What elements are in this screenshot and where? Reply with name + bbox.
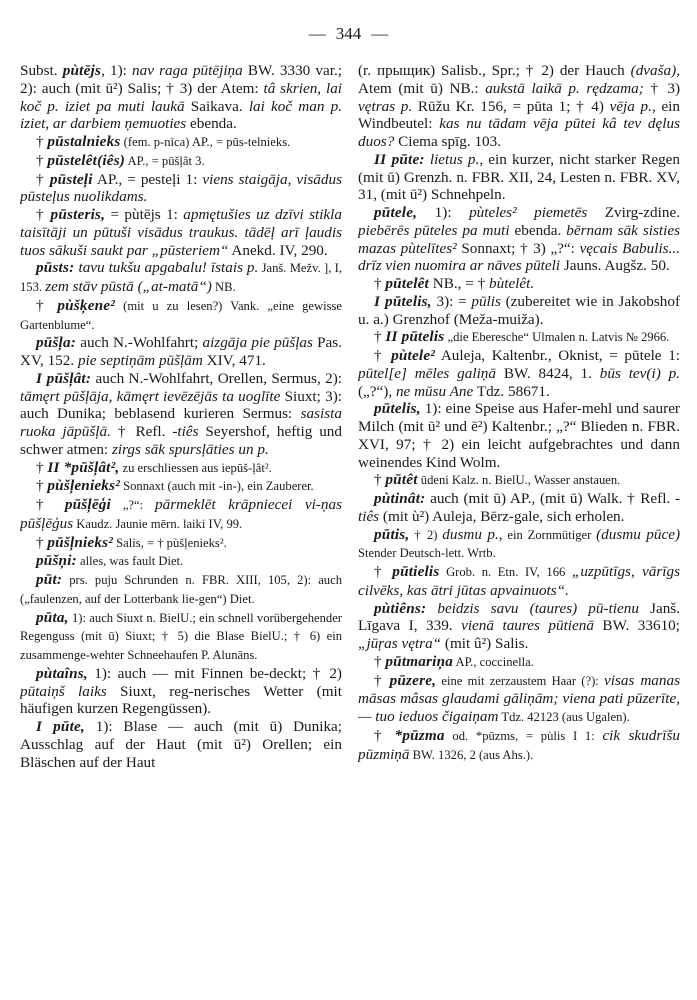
entry-headword: pūsteļi	[49, 170, 93, 188]
entry-headword: pùtaîns,	[36, 664, 88, 682]
entry-text: BW. 3330 var.; 2): auch (mit ū²) Salis; † 3) der Atem:	[20, 62, 342, 97]
entry-text: Atem (mit ū) NB.:	[358, 79, 486, 97]
entry-text: 3): =	[431, 292, 472, 310]
entry-example-text: (dusmu pūce)	[596, 525, 680, 543]
entry-text: Zvirg-zdine.	[587, 204, 680, 221]
entry-small-text: (fem. p-nīca) AP., = pūs-telnieks.	[120, 135, 291, 149]
entry-text: Anekd. IV, 290.	[228, 241, 328, 259]
entry-example-text: apmętušies uz dzīvi stikla taisītāji un pūtuši visādus traukus. tādēļ arī ļaudis tuos sākuši saukt par „pūsteriem“	[20, 206, 342, 259]
entry-text: ebenda.	[509, 221, 567, 239]
entry-example-text: aizgāja pie pūšļas	[202, 334, 313, 352]
entry-text: †	[36, 496, 65, 513]
entry-headword: pùtiêns:	[374, 599, 427, 617]
entry-example-text: tâ skrien, lai koč p. iziet pa muti laukā	[20, 79, 342, 115]
entry-text: 1): eine Speise aus Hafer-mehl und saurer Milch (mit ū² und ē²) Kaltenbr.; „?“ Blieden n. FBR. XVI, 97; † 2) ein leicht aufgebrachtes und dann weinendes Kind Wolm.	[358, 400, 680, 471]
entry-example-text: bùtelêt.	[489, 275, 535, 292]
entry-example-text: „uzpūtīgs, vārīgs cilvēks, kas ātri jūtas apvainuots“.	[358, 563, 680, 599]
entry-text: NB., = †	[428, 275, 490, 292]
entry-text: †	[36, 206, 51, 223]
entry-text: †	[374, 671, 390, 689]
dictionary-entry	[20, 297, 342, 335]
dictionary-entry	[358, 275, 680, 293]
entry-example-text: zirgs sāk spursļāties un p.	[111, 440, 269, 458]
entry-headword: pūtielis	[392, 563, 440, 580]
entry-small-text: Stender Deutsch-lett. Wrtb.	[358, 546, 496, 561]
entry-text: (mit û²) Salis.	[441, 635, 529, 652]
entry-headword: pūšņi:	[36, 552, 77, 570]
entry-text: †	[36, 296, 58, 314]
entry-headword: II pūtelis	[385, 328, 445, 346]
entry-text: , 1):	[101, 62, 133, 79]
entry-headword: pūsteris,	[50, 206, 106, 223]
entry-example-text: bērnam sāk sisties mazas pùtelītes²	[358, 221, 680, 257]
entry-example-text: zem stāv pūstā („at-matā“)	[45, 278, 212, 295]
entry-text: Jauns. Augšz. 50.	[560, 257, 670, 275]
dictionary-entry	[358, 672, 680, 727]
entry-headword: pūzere,	[389, 671, 437, 689]
entry-headword: pūt:	[36, 571, 63, 588]
entry-example-text: pūtel[e] mēles galiņā	[358, 364, 496, 382]
entry-example-text: sasista ruoka jāpūšļā.	[20, 405, 342, 440]
dictionary-entry	[20, 334, 342, 370]
dictionary-entry	[20, 718, 342, 771]
entry-example-text: pùteles² piemetēs	[469, 204, 588, 221]
dictionary-entry	[358, 563, 680, 600]
entry-text: †	[374, 275, 386, 292]
entry-example-text: būs tev(i) p.	[599, 364, 680, 382]
entry-example-text: ne mūsu Ane	[395, 382, 474, 400]
dictionary-entry	[20, 259, 342, 297]
entry-example-text: lietus p.,	[429, 150, 484, 168]
entry-text: AP., = pesteļi 1:	[92, 170, 203, 188]
entry-text: (mit ù²) Auleja, Bērz-gale, sich erholen.	[379, 507, 625, 525]
entry-example-text: (dvaša),	[630, 62, 680, 79]
dictionary-entry	[20, 571, 342, 609]
entry-text: †	[36, 133, 48, 150]
entry-text: †	[374, 347, 392, 364]
entry-text: Saikava.	[184, 97, 249, 115]
entry-small-text: zu erschliessen aus iepūš-ļât².	[119, 460, 272, 475]
entry-text: Tdz. 58671.	[473, 382, 550, 400]
dictionary-entry	[358, 62, 680, 151]
entry-text: †	[36, 477, 48, 495]
entry-small-text: BW. 1326, 2 (aus Ahs.).	[409, 747, 534, 762]
entry-headword: pūsts:	[36, 259, 79, 277]
entry-example-text: vēja p.,	[609, 97, 656, 115]
dictionary-entry	[358, 727, 680, 765]
entry-example-text: kas nu tādam vēja pūtei kâ tev dęlus duos?	[358, 115, 680, 150]
entry-headword: pūstalnieks	[47, 133, 121, 150]
dictionary-entry	[358, 328, 680, 347]
dictionary-entry	[20, 552, 342, 571]
dictionary-entry	[358, 600, 680, 653]
entry-text: = pùtējs 1:	[105, 206, 184, 223]
entry-small-text: (mit u zu lesen?) Vank. „eine gewisse Gartenblume“.	[20, 298, 342, 332]
dictionary-entry	[20, 534, 342, 553]
entry-text: Siuxt, reg-nerisches Wetter (mit häufigen kurzen Regengüssen).	[20, 682, 342, 718]
dictionary-entry	[20, 496, 342, 534]
entry-headword: pūtis,	[374, 525, 410, 543]
entry-small-text: Janš. Mežv. ], I, 153.	[20, 261, 342, 294]
dictionary-entry	[358, 293, 680, 329]
dictionary-entry	[20, 62, 342, 133]
entry-text: Auleja, Kaltenbr., Oknist, = pūtele 1:	[435, 347, 680, 364]
entry-example-text: pūtaiņš laiks	[20, 682, 107, 700]
dictionary-entry	[20, 370, 342, 459]
entry-headword: pūstelêt(iês)	[47, 151, 126, 169]
dictionary-entry	[20, 459, 342, 478]
entry-text: BW. 8424, 1.	[496, 364, 600, 382]
dictionary-entry	[358, 490, 680, 526]
entry-headword: I pūšļât:	[36, 369, 92, 387]
dictionary-entry	[358, 151, 680, 204]
entry-small-text: eine mit zerzaustem Haar (?):	[436, 673, 605, 688]
entry-example-text: dusmu p.,	[442, 525, 503, 543]
entry-example-text: vienā taures pūtienā	[461, 617, 594, 635]
entry-example-text: viens staigāja, visādus pūsteļus nuolikdams.	[20, 170, 342, 206]
entry-text: 1):	[417, 204, 470, 221]
dictionary-entry	[20, 609, 342, 665]
dictionary-entry	[358, 347, 680, 400]
entry-small-text: 1): auch Siuxt n. BielU.; ein schnell vorübergehender Regenguss (mit ū) Siuxt; † 5) die Blase BielU.; † 6) ein zusammenge-wehter Schneehaufen P. Alunāns.	[20, 610, 342, 662]
dictionary-entry	[20, 206, 342, 259]
entry-small-text: ūdeni Kalz. n. BielU., Wasser anstauen.	[417, 473, 621, 488]
entry-headword: II pūte:	[374, 150, 425, 168]
entry-text: XIV, 471.	[202, 352, 266, 369]
entry-small-text: Tdz. 42123 (aus Ugalen).	[498, 710, 630, 724]
entry-headword: pūtmariņa	[385, 652, 454, 670]
entry-example-text: pūlis	[471, 292, 501, 310]
dictionary-entry	[20, 665, 342, 718]
dictionary-entry	[358, 471, 680, 490]
entry-text: Pas. XV, 152.	[20, 334, 342, 369]
entry-text: Janš. Līgava I, 339.	[358, 599, 680, 635]
entry-headword: pūtêt	[385, 471, 418, 489]
left-column	[20, 62, 342, 988]
entry-headword: I pūtelis,	[374, 292, 432, 310]
page-header	[0, 22, 697, 46]
entry-text: 1): Blase — auch (mit ū) Dunika; Ausschlag auf der Haut (mit ū²) Orellen; ein Bläschen auf der Haut	[20, 718, 342, 771]
entry-text: † Refl.	[110, 423, 173, 440]
entry-example-text: aukstā laikā p. rędzama;	[485, 79, 644, 97]
entry-text: Subst.	[20, 62, 63, 79]
dictionary-entry	[20, 133, 342, 152]
entry-example-text: vętras p.	[358, 97, 413, 115]
entry-text: †	[374, 563, 393, 580]
entry-example-text: nav raga pūtējiņa	[132, 62, 243, 79]
entry-small-text: ein Zornmütiger	[502, 527, 597, 542]
header-dash-right: —	[371, 24, 389, 43]
entry-text: †	[36, 458, 48, 476]
entry-text: †	[36, 170, 50, 188]
entry-small-text: † 2)	[409, 527, 443, 542]
entry-small-text: AP., coccinella.	[453, 654, 534, 669]
entry-headword: pūta,	[36, 608, 69, 626]
entry-headword: pùtējs	[62, 62, 102, 79]
entry-small-text: „die Eberesche“ Ulmalen n. Latvis № 2966.	[444, 330, 670, 345]
entry-example-text: beidzis savu (taures) pū-tienu	[437, 599, 639, 617]
entry-text	[426, 600, 437, 617]
entry-text: †	[374, 726, 395, 744]
entry-text: † 3)	[643, 79, 680, 97]
dictionary-entry	[358, 400, 680, 471]
entry-example-text: vęcais Babulis... drīz vien nuomira ar nāves pūteli	[358, 239, 680, 275]
entry-text: ein kurzer, nicht starker Regen (mit ū) Grenzh. n. FBR. XII, 24, Lesten n. FBR. XV, 31, (mit ū²) Schnehpeln.	[358, 150, 680, 204]
entry-text: Sonnaxt; † 3) „?“:	[456, 239, 580, 257]
entry-small-text: Grob. n. Etn. IV, 166	[439, 565, 572, 579]
dictionary-entry	[358, 526, 680, 564]
dictionary-entry	[20, 171, 342, 207]
entry-headword: I pūte,	[36, 718, 85, 735]
dictionary-entry	[20, 477, 342, 496]
entry-text: ein Windbeutel:	[358, 97, 680, 133]
entry-text: auch (mit ū) AP., (mit ū) Walk. † Refl.	[425, 490, 675, 507]
entry-example-text: tāmęrt pūšļāja, kāmęrt ievēzējās ta uoglīte	[20, 387, 281, 405]
dictionary-entry	[358, 204, 680, 275]
entry-headword: pùtinât:	[374, 490, 426, 507]
entry-small-text: Salis, = † pùšļenieks².	[113, 535, 227, 550]
entry-example-text: -tiês	[358, 490, 680, 525]
entry-headword: pùšķene²	[57, 296, 115, 314]
entry-example-text: pārmeklēt krāpniecei vi-ņas pūšļēģus	[20, 496, 342, 532]
entry-headword: pùtele²	[391, 347, 436, 364]
entry-text: („?“),	[358, 382, 396, 400]
entry-small-text: Kaudz. Jaunie mērn. laiki IV, 99.	[73, 516, 243, 531]
entry-text: 1): auch — mit Finnen be-deckt; † 2)	[87, 664, 342, 682]
entry-text: †	[36, 151, 48, 169]
entry-text: †	[36, 533, 48, 551]
entry-small-text: alles, was fault Diet.	[76, 554, 184, 569]
entry-headword: pūtele,	[374, 204, 418, 221]
entry-example-text: „jūŗas vętra“	[358, 635, 442, 652]
dictionary-entry	[358, 653, 680, 672]
entry-headword: pūtelis,	[374, 400, 421, 418]
entry-small-text: „?“:	[110, 498, 155, 512]
entry-small-text: prs. puju Schrunden n. FBR. XIII, 105, 2): auch („faulenzen, auf der Lotterbank lie-gen“) Diet.	[20, 573, 342, 606]
dictionary-entry	[20, 152, 342, 171]
entry-text: †	[374, 328, 386, 346]
entry-example-text: cik skudrīšu pūzmiņā	[358, 726, 680, 763]
entry-text: (r. прыщик) Salisb., Spr.; † 2) der Hauch	[358, 62, 631, 79]
entry-small-text: NB.	[211, 280, 236, 294]
entry-text: Rūžu Kr. 156, = pūta 1; † 4)	[412, 97, 610, 115]
entry-headword: *pūzma	[394, 726, 445, 744]
header-dash-left: —	[308, 24, 326, 43]
entry-text: auch N.-Wohlfahrt, Orellen, Sermus, 2):	[91, 369, 342, 387]
entry-headword: II *pūšļât²,	[47, 458, 120, 476]
entry-example-text: pie septiņām pūšļām	[77, 352, 203, 369]
entry-example-text: piebērēs pūteles pa muti	[358, 221, 510, 239]
entry-headword: pūtelêt	[385, 275, 429, 292]
entry-small-text: AP., = pūšļât 3.	[125, 153, 205, 168]
entry-example-text: tavu tukšu apgabalu! īstais p.	[78, 259, 259, 277]
entry-headword: pūšļnieks²	[47, 533, 114, 551]
entry-text: auch N.-Wohlfahrt;	[76, 334, 203, 352]
entry-example-text: visas manas māsas mâsas glaudami gāliņām; viena pati pūzerīte, — tuo ieduos čigaiņam	[358, 671, 680, 725]
entry-text: †	[374, 471, 386, 489]
entry-text: †	[374, 652, 386, 670]
entry-headword: pūšļēģi	[64, 496, 111, 513]
entry-headword: pùšļenieks²	[47, 477, 120, 495]
entry-example-text: -tiês	[172, 423, 199, 440]
page-number: 344	[335, 24, 362, 43]
entry-small-text: od. *pūzms, = pùlis I 1:	[444, 728, 603, 743]
entry-text: ebenda.	[186, 115, 237, 133]
entry-text: Ciema spīg. 103.	[394, 133, 502, 150]
entry-text: BW. 33610;	[593, 617, 680, 635]
entry-text: Seyershof, heftig und schwer atmen:	[20, 423, 342, 458]
entry-headword: pūšļa:	[36, 334, 77, 352]
entry-small-text: Sonnaxt (auch mit -in-), ein Zauberer.	[119, 479, 314, 494]
right-column	[358, 62, 680, 988]
entry-example-text: lai koč man p. iziet, ar darbiem ņemuoties	[20, 97, 342, 133]
entry-text: (zubereitet wie in Jakobshof u. a.) Grenzhof (Meža-muiža).	[358, 292, 680, 328]
entry-text: Siuxt; 3): auch Dunika; beblasend kurieren Sermus:	[20, 387, 342, 423]
